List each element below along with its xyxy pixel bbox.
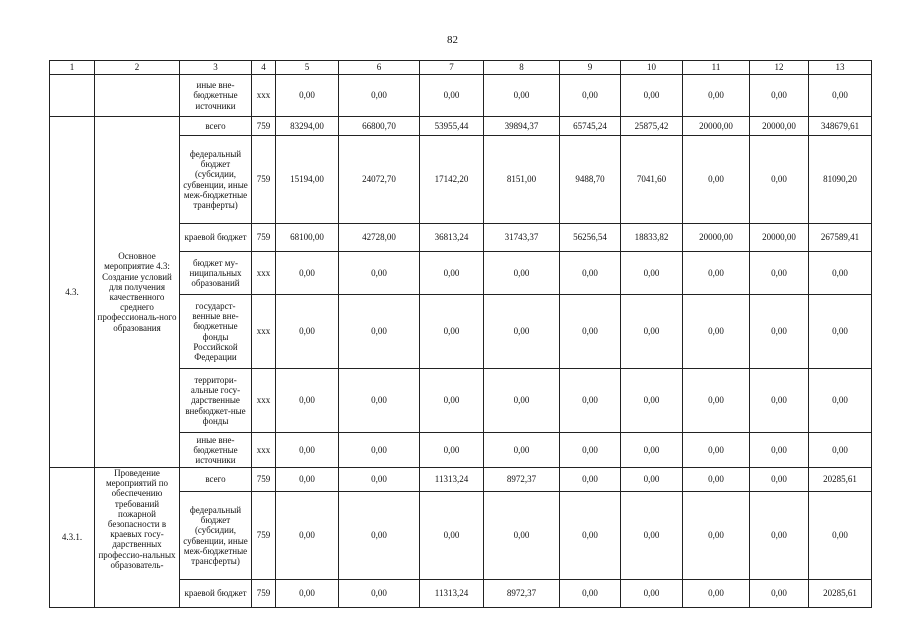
value-cell: 267589,41 <box>809 224 872 252</box>
activity-name: Проведение мероприятий по обеспечению требований пожарной безопасности в краевых госу-дарственных профессио-нальных образователь- <box>95 468 180 608</box>
value-cell: 17142,20 <box>420 136 484 224</box>
value-cell: 0,00 <box>484 295 560 369</box>
value-cell: 0,00 <box>621 369 683 433</box>
value-cell: 0,00 <box>420 252 484 295</box>
column-header: 7 <box>420 61 484 75</box>
value-cell: 0,00 <box>621 468 683 492</box>
activity-name: Основное мероприятие 4.3: Создание условий для получения качественного среднего профессиональ-ного образования <box>95 117 180 468</box>
budget-code: xxx <box>252 369 276 433</box>
value-cell: 0,00 <box>276 433 339 468</box>
value-cell: 0,00 <box>560 433 621 468</box>
funding-source: бюджет му-ниципальных образований <box>180 252 252 295</box>
value-cell: 0,00 <box>276 75 339 117</box>
page-number: 82 <box>447 34 458 46</box>
funding-source: всего <box>180 117 252 136</box>
value-cell: 0,00 <box>809 252 872 295</box>
value-cell: 0,00 <box>339 492 420 580</box>
value-cell: 0,00 <box>276 492 339 580</box>
value-cell: 0,00 <box>683 492 750 580</box>
column-header: 10 <box>621 61 683 75</box>
value-cell: 0,00 <box>809 492 872 580</box>
value-cell: 0,00 <box>339 468 420 492</box>
value-cell: 83294,00 <box>276 117 339 136</box>
activity-name <box>95 75 180 117</box>
value-cell: 0,00 <box>276 369 339 433</box>
value-cell: 56256,54 <box>560 224 621 252</box>
value-cell: 0,00 <box>750 492 809 580</box>
budget-code: xxx <box>252 433 276 468</box>
value-cell: 9488,70 <box>560 136 621 224</box>
value-cell: 7041,60 <box>621 136 683 224</box>
budget-code: xxx <box>252 252 276 295</box>
column-header: 9 <box>560 61 621 75</box>
value-cell: 0,00 <box>809 295 872 369</box>
value-cell: 0,00 <box>420 75 484 117</box>
value-cell: 8972,37 <box>484 580 560 608</box>
funding-source: федеральный бюджет (субсидии, субвенции, иные меж-бюджетные транферты) <box>180 136 252 224</box>
value-cell: 0,00 <box>809 433 872 468</box>
value-cell: 65745,24 <box>560 117 621 136</box>
value-cell: 20000,00 <box>683 117 750 136</box>
value-cell: 0,00 <box>809 369 872 433</box>
value-cell: 0,00 <box>560 252 621 295</box>
value-cell: 0,00 <box>750 295 809 369</box>
value-cell: 0,00 <box>683 136 750 224</box>
value-cell: 0,00 <box>683 433 750 468</box>
value-cell: 36813,24 <box>420 224 484 252</box>
value-cell: 20000,00 <box>750 224 809 252</box>
value-cell: 0,00 <box>339 252 420 295</box>
value-cell: 0,00 <box>339 75 420 117</box>
value-cell: 0,00 <box>750 468 809 492</box>
funding-source: государст-венные вне-бюджетные фонды Российской Федерации <box>180 295 252 369</box>
row-number: 4.3.1. <box>50 468 95 608</box>
value-cell: 0,00 <box>750 433 809 468</box>
value-cell: 0,00 <box>420 369 484 433</box>
column-header: 11 <box>683 61 750 75</box>
column-header: 5 <box>276 61 339 75</box>
table-row <box>50 468 872 492</box>
value-cell: 0,00 <box>621 492 683 580</box>
value-cell: 53955,44 <box>420 117 484 136</box>
value-cell: 348679,61 <box>809 117 872 136</box>
value-cell: 0,00 <box>560 369 621 433</box>
value-cell: 0,00 <box>560 580 621 608</box>
budget-code: xxx <box>252 295 276 369</box>
budget-code: 759 <box>252 224 276 252</box>
value-cell: 31743,37 <box>484 224 560 252</box>
budget-code: 759 <box>252 492 276 580</box>
value-cell: 0,00 <box>683 75 750 117</box>
column-header: 2 <box>95 61 180 75</box>
value-cell: 0,00 <box>276 580 339 608</box>
value-cell: 0,00 <box>420 295 484 369</box>
value-cell: 8972,37 <box>484 468 560 492</box>
row-number <box>50 75 95 117</box>
value-cell: 20000,00 <box>683 224 750 252</box>
row-number: 4.3. <box>50 117 95 468</box>
value-cell: 0,00 <box>560 468 621 492</box>
table-row <box>50 117 872 136</box>
value-cell: 0,00 <box>484 369 560 433</box>
value-cell: 0,00 <box>484 252 560 295</box>
value-cell: 20285,61 <box>809 468 872 492</box>
value-cell: 0,00 <box>750 369 809 433</box>
funding-source: всего <box>180 468 252 492</box>
value-cell: 8151,00 <box>484 136 560 224</box>
header-row <box>50 61 872 75</box>
budget-table <box>49 60 872 608</box>
funding-source: федеральный бюджет (субсидии, субвенции, иные меж-бюджетные трансферты) <box>180 492 252 580</box>
column-header: 6 <box>339 61 420 75</box>
funding-source: краевой бюджет <box>180 224 252 252</box>
column-header: 4 <box>252 61 276 75</box>
value-cell: 20000,00 <box>750 117 809 136</box>
value-cell: 0,00 <box>276 295 339 369</box>
budget-code: xxx <box>252 75 276 117</box>
value-cell: 68100,00 <box>276 224 339 252</box>
value-cell: 0,00 <box>809 75 872 117</box>
budget-code: 759 <box>252 468 276 492</box>
value-cell: 11313,24 <box>420 580 484 608</box>
value-cell: 0,00 <box>420 433 484 468</box>
value-cell: 0,00 <box>484 492 560 580</box>
value-cell: 0,00 <box>621 295 683 369</box>
value-cell: 81090,20 <box>809 136 872 224</box>
budget-code: 759 <box>252 117 276 136</box>
value-cell: 66800,70 <box>339 117 420 136</box>
column-header: 1 <box>50 61 95 75</box>
value-cell: 0,00 <box>750 252 809 295</box>
value-cell: 0,00 <box>339 369 420 433</box>
funding-source: иные вне-бюджетные источники <box>180 433 252 468</box>
value-cell: 0,00 <box>621 75 683 117</box>
value-cell: 39894,37 <box>484 117 560 136</box>
value-cell: 0,00 <box>339 295 420 369</box>
value-cell: 0,00 <box>621 580 683 608</box>
value-cell: 0,00 <box>750 75 809 117</box>
value-cell: 0,00 <box>276 468 339 492</box>
value-cell: 18833,82 <box>621 224 683 252</box>
value-cell: 0,00 <box>683 295 750 369</box>
value-cell: 0,00 <box>484 75 560 117</box>
funding-source: иные вне-бюджетные источники <box>180 75 252 117</box>
funding-source: краевой бюджет <box>180 580 252 608</box>
value-cell: 0,00 <box>621 252 683 295</box>
value-cell: 0,00 <box>276 252 339 295</box>
funding-source: территори-альные госу-дарственные внебюджет-ные фонды <box>180 369 252 433</box>
value-cell: 42728,00 <box>339 224 420 252</box>
value-cell: 0,00 <box>683 369 750 433</box>
budget-code: 759 <box>252 136 276 224</box>
value-cell: 25875,42 <box>621 117 683 136</box>
column-header: 13 <box>809 61 872 75</box>
value-cell: 0,00 <box>683 580 750 608</box>
value-cell: 0,00 <box>750 136 809 224</box>
value-cell: 0,00 <box>560 492 621 580</box>
value-cell: 24072,70 <box>339 136 420 224</box>
value-cell: 20285,61 <box>809 580 872 608</box>
value-cell: 0,00 <box>339 433 420 468</box>
value-cell: 11313,24 <box>420 468 484 492</box>
value-cell: 0,00 <box>484 433 560 468</box>
value-cell: 0,00 <box>683 252 750 295</box>
column-header: 8 <box>484 61 560 75</box>
table-row <box>50 75 872 117</box>
column-header: 3 <box>180 61 252 75</box>
value-cell: 0,00 <box>339 580 420 608</box>
value-cell: 0,00 <box>683 468 750 492</box>
value-cell: 0,00 <box>560 295 621 369</box>
value-cell: 0,00 <box>621 433 683 468</box>
value-cell: 15194,00 <box>276 136 339 224</box>
value-cell: 0,00 <box>420 492 484 580</box>
column-header: 12 <box>750 61 809 75</box>
budget-code: 759 <box>252 580 276 608</box>
value-cell: 0,00 <box>750 580 809 608</box>
value-cell: 0,00 <box>560 75 621 117</box>
